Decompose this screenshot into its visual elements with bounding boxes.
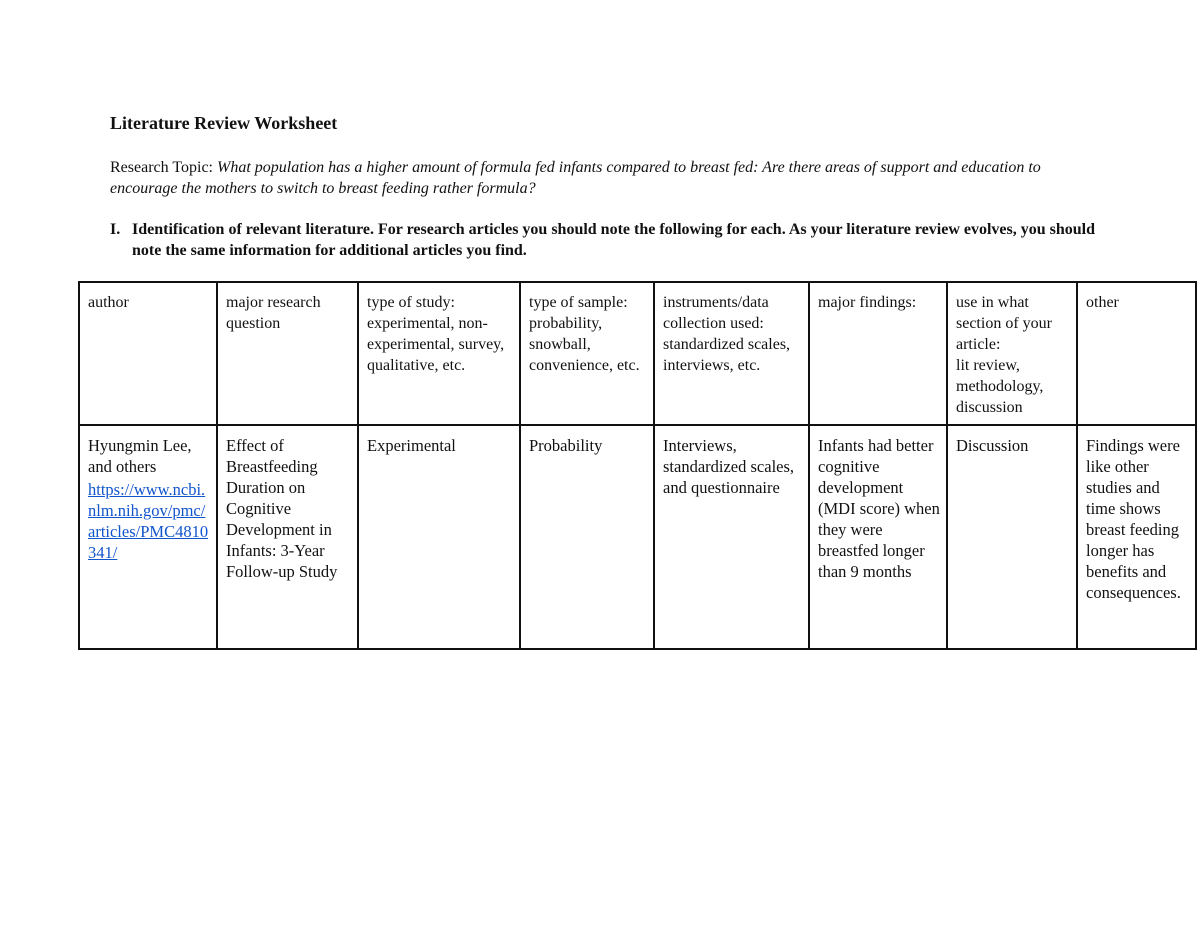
cell-use-section: Discussion <box>947 425 1077 649</box>
cell-author <box>79 425 217 649</box>
header-study-type: type of study: experimental, non-experimental, survey, qualitative, etc. <box>358 282 520 425</box>
cell-research-question: Effect of Breastfeeding Duration on Cognitive Development in Infants: 3-Year Follow-up Study <box>217 425 358 649</box>
use-option-lit-review: lit review, <box>956 357 1020 374</box>
header-use-section-label: use in what section of your article: <box>956 294 1052 353</box>
author-name: Hyungmin Lee, and others <box>88 436 192 476</box>
cell-other: Findings were like other studies and time shows breast feeding longer has benefits and consequences. <box>1077 425 1196 649</box>
cell-sample-type: Probability <box>520 425 654 649</box>
use-option-discussion: discussion <box>956 399 1023 416</box>
table-header-row <box>79 282 1196 425</box>
section-text: Identification of relevant literature. For research articles you should note the following for each. As your literature review evolves, you should note the same information for additional articles you find. <box>132 221 1096 259</box>
topic-text: What population has a higher amount of formula fed infants compared to breast fed: Are there areas of support and education to encourage the mothers to switch to breast feeding rather formula? <box>110 159 1041 197</box>
header-instruments: instruments/data collection used: standardized scales, interviews, etc. <box>654 282 809 425</box>
use-option-methodology: methodology, <box>956 378 1044 395</box>
section-heading <box>110 219 1110 261</box>
header-author: author <box>79 282 217 425</box>
header-findings: major findings: <box>809 282 947 425</box>
header-use-section <box>947 282 1077 425</box>
article-link[interactable]: https://www.ncbi.nlm.nih.gov/pmc/articles/PMC4810341/ <box>88 480 209 562</box>
cell-findings: Infants had better cognitive development (MDI score) when they were breastfed longer than 9 months <box>809 425 947 649</box>
topic-label: Research Topic: <box>110 159 213 176</box>
header-sample-type: type of sample: probability, snowball, convenience, etc. <box>520 282 654 425</box>
cell-instruments: Interviews, standardized scales, and questionnaire <box>654 425 809 649</box>
research-topic <box>110 157 1100 199</box>
cell-study-type: Experimental <box>358 425 520 649</box>
page-title: Literature Review Worksheet <box>110 113 338 133</box>
header-research-question: major research question <box>217 282 358 425</box>
section-number: I. <box>110 221 121 238</box>
header-other: other <box>1077 282 1196 425</box>
literature-table <box>78 281 1197 650</box>
table-row <box>79 425 1196 649</box>
